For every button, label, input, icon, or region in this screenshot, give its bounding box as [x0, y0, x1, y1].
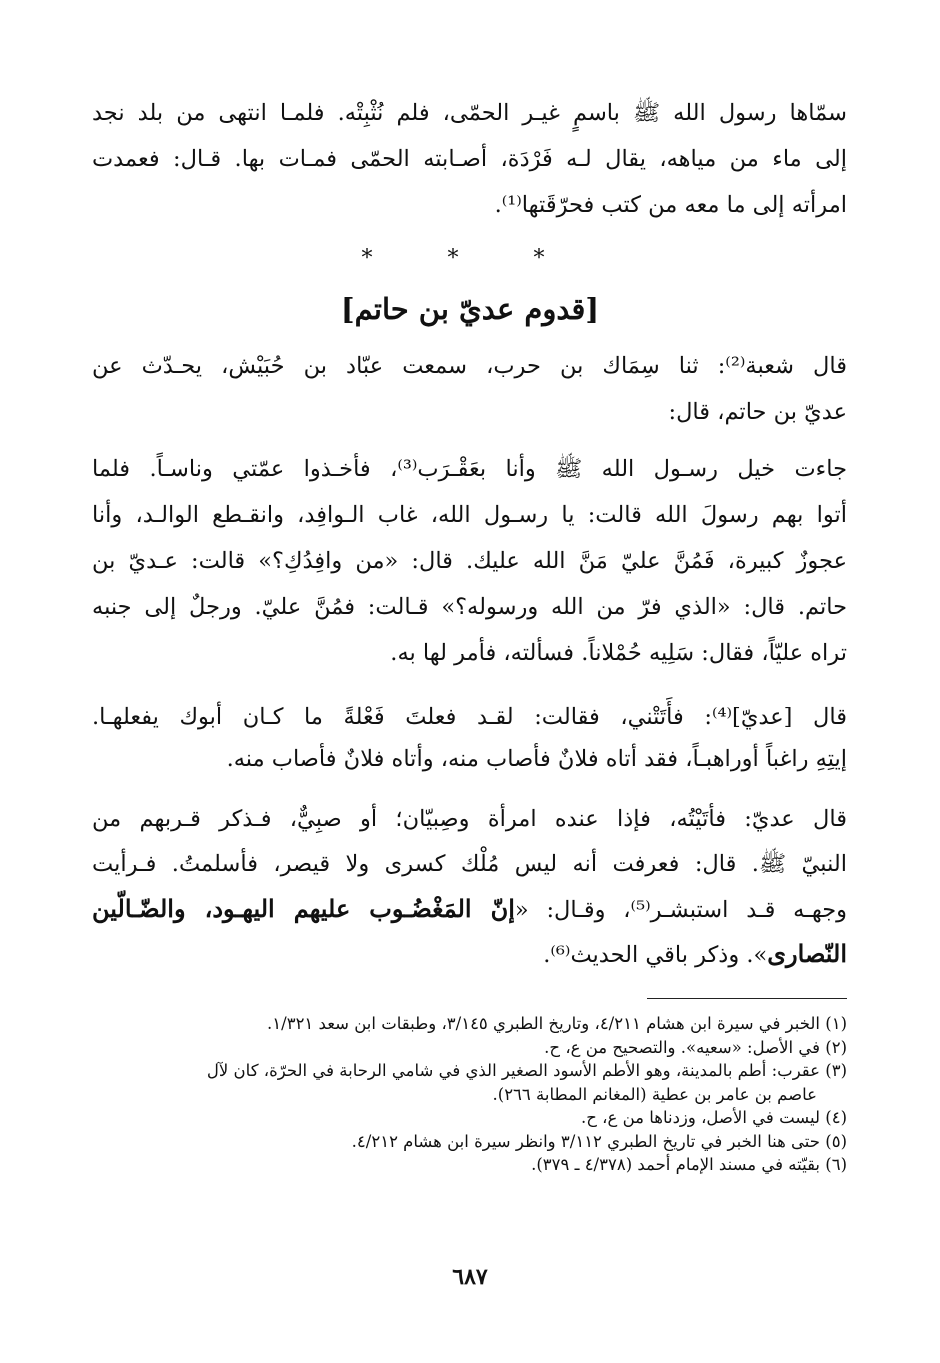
- section-heading: [قدوم عديّ بن حاتم]: [340, 292, 600, 326]
- text-line: سمّاها رسول الله ﷺ باسمٍ غيـر الحمّى، فلم نُثْبِتْه. فلمـا انتهى من بلد نجد: [92, 100, 847, 126]
- text-segment: وجهـه قـد استبشـر⁽⁵⁾، وقـال: «: [514, 897, 847, 923]
- paragraph-5: [92, 808, 847, 986]
- paragraph-3: [92, 458, 847, 688]
- paragraph-4: [92, 706, 847, 790]
- text-segment: ». وذكر باقي الحديث⁽⁶⁾.: [543, 941, 768, 968]
- footnote: (٢) في الأصل: «سعيه». والتصحيح من ع، ح.: [544, 1037, 847, 1057]
- text-line: أتوا بهم رسولَ الله قالت: يا رسـول الله، غاب الـوافِد، وانقـطع الوالـد، وأنا: [92, 502, 847, 528]
- text-line: عديّ بن حاتم، قال:: [668, 399, 847, 425]
- text-line: جاءت خيل رسـول الله ﷺ وأنا بعَقْـرَب⁽³⁾، فأخـذوا عمّتي وناسـاً. فلما: [92, 456, 847, 482]
- text-line: قال شعبة⁽²⁾: ثنا سِمَاك بن حرب، سمعت عبّاد بن حُبَيْش، يحـدّث عن: [92, 353, 847, 379]
- text-line: تراه عليّاً، فقال: سَلِيه حُمْلاناً. فسألته، فأمر لها به.: [390, 640, 847, 666]
- paragraph-1: [92, 102, 847, 240]
- footnote: (٥) حتى هنا الخبر في تاريخ الطبري ٣/١١٢ وانظر سيرة ابن هشام ٤/٢١٢.: [351, 1131, 847, 1151]
- text-line: النبيّ ﷺ. قال: فعرفت أنه ليس مُلْك كسرى ولا قيصر، فأسلمتُ. فـرأيت: [92, 850, 847, 877]
- footnote: (٤) ليست في الأصل، وزدناها من ع، ح.: [581, 1108, 847, 1127]
- footnotes: [92, 1016, 847, 1181]
- quran-quote: النّصارى: [767, 938, 847, 968]
- paragraph-2: [92, 355, 847, 447]
- text-line: إلى ماء من مياهه، يقال لـه فَرْدَة، أصـابته الحمّى فمـات بها. قـال: فعمدت: [92, 146, 847, 172]
- text-line: قال [عديّ]⁽⁴⁾: فأَتَتْني، فقالت: لقـد فعلتَ فَعْلةً ما كـان أبوك يفعلهـا.: [92, 704, 847, 730]
- footnote: (٦) بقيّته في مسند الإمام أحمد (٤/٣٧٨ ـ ٣٧٩).: [531, 1155, 847, 1174]
- footnote-divider: [647, 998, 847, 999]
- quran-quote: إنّ المَغْضُـوب عليهم اليهـود، والضّـالّين: [92, 894, 515, 923]
- footnote-continuation: عاصم بن عامر بن عطية (المغانم المطابة ٢٦٦).: [492, 1084, 817, 1104]
- text-line: إيتِهِ راغباً أوراهبـاً، فقد أتاه فلانٌ فأصاب منه، وأتاه فلانٌ فأصاب منه.: [226, 746, 847, 772]
- text-line: [92, 894, 847, 942]
- text-line: قال عديّ: فأتَيْتُه، فإذا عنده امرأة وصِبيّان؛ أو صبِيٌّ، فـذكر قـربهم من: [92, 806, 847, 832]
- text-line: حاتم. قال: «الذي فرّ من الله ورسوله؟» قـالت: فمُنَّ عليّ. ورجلٌ إلى جنبه: [92, 594, 847, 620]
- page-number: ٦٨٧: [452, 1264, 488, 1290]
- footnote: (٣) عقرب: أطم بالمدينة، وهو الأطم الأسود الصغير الذي في شامي الرحابة في الحرّة، كان لآل: [206, 1061, 847, 1080]
- footnote: (١) الخبر في سيرة ابن هشام ٤/٢١١، وتاريخ الطبري ٣/١٤٥، وطبقات ابن سعد ١/٣٢١.: [267, 1014, 847, 1033]
- text-line: [92, 938, 847, 987]
- section-separator: * * *: [361, 246, 579, 271]
- text-line: امرأته إلى ما معه من كتب فحرّقَتها⁽¹⁾.: [494, 192, 847, 218]
- text-line: عجوزٌ كبيرة، فَمُنَّ عليّ مَنَّ الله عليك. قال: «من وافِدُكِ؟» قالت: عـديّ بن: [92, 548, 847, 574]
